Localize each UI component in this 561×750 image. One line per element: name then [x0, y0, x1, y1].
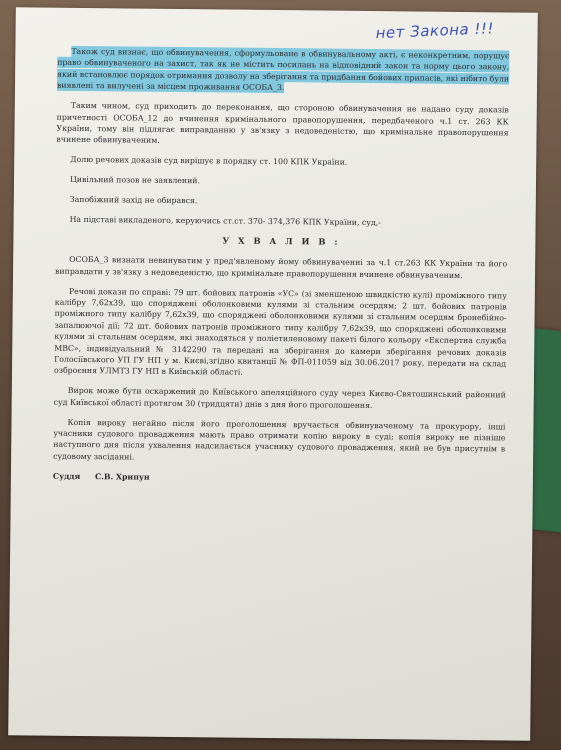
highlighted-text: Також суд визнає, що обвинувачення, сформульоване в обвинувальному акті, є неконкретним, порушує право обвинуваченого на захист, так як не містить посилань на відповідний закон та норму цього закону, який встановлює порядок отримання дозволу на зберігання та придбання бойових припасів, які нібито були виявлені та вилучені за місцем проживання ОСОБА_3.: [56, 46, 510, 93]
paragraph-conclusion: Таким чином, суд приходить до переконання, що стороною обвинувачення не надано суду доказів причетності ОСОБА_12 до вчинення кримінального правопорушення, передбаченого ч.1 ст. 263 КК України, тому він підлягає виправданню у зв'язку з недоведеністю, що кримінальне правопорушення вчинене обвинуваченим.: [56, 100, 509, 146]
paragraph-acquittal: ОСОБА_3 визнати невинуватим у пред'явленому йому обвинуваченні за ч.1 ст.263 КК України та його виправдати у зв'язку з недоведеністю, що кримінальне правопорушення вчинене обвинуваченим.: [55, 255, 508, 280]
paragraph-highlighted: [57, 46, 509, 96]
paragraph-evidence-fate: Долю речових доказів суд вирішує в порядку ст. 100 КПК України.: [70, 155, 348, 168]
paragraph-material-evidence: Речові докази по справі: 79 шт. бойових патронів «УС» (зі зменшеною швидкістю кулі) проміжного типу калібру 7,62х39, що споряджені оболонковими кулями зі стальним осердям; 2 шт. бойових патронів проміжного типу калібру 7,62х39, що споряджені оболонковими кулями зі стальним осердям бронебійно-запалюючої дії; 72 шт. бойових патронів проміжного типу калібру 7,62х39, що споряджені оболонковими кулями зі стальним осердям, які знаходяться у поліетиленовому пакеті білого кольору «Експертна служба МВС», індивідуальний № 3142290 та передані на зберігання до камери зберігання речових доказів Голосіївського УП ГУ НП у м. Києві,згідно квитанції № ФП-011059 від 30.06.2017 року, передати на склад озброєння УЛМТЗ ГУ НП в Київській області.: [53, 286, 507, 378]
handwritten-note: нет Законa !!!: [375, 19, 495, 43]
paragraph-appeal: Вирок може бути оскаржений до Київського апеляційного суду через Києво-Святошинський районний суд Київської області протягом 30 (тридцяти) днів з дня його проголошення.: [53, 386, 506, 410]
judge-name: С.В. Хрипун: [94, 471, 150, 482]
verdict-text: [53, 46, 510, 495]
court-verdict-page: [8, 7, 538, 740]
judge-title: Суддя: [52, 471, 81, 481]
resolution-heading: У Х В А Л И В :: [222, 235, 341, 247]
paragraph-legal-basis: На підставі викладеного, керуючись ст.ст. 370- 374,376 КПК України, суд,-: [69, 214, 381, 228]
paragraph-civil-claim: Цивільний позов не заявлений.: [69, 175, 201, 186]
paragraph-preventive-measure: Запобіжний захід не обирався.: [69, 194, 198, 206]
paragraph-copy-delivery: Копія вироку негайно після його проголошення вручається обвинуваченому та прокурору, інші учасники судового провадження мають право отримати копію вироку в суді; копія вироку не пізніше наступного дня після ухвалення надсилається учаснику судового провадження, який не був присутнім в судовому засіданні.: [53, 417, 506, 462]
judge-signature: [53, 470, 505, 486]
